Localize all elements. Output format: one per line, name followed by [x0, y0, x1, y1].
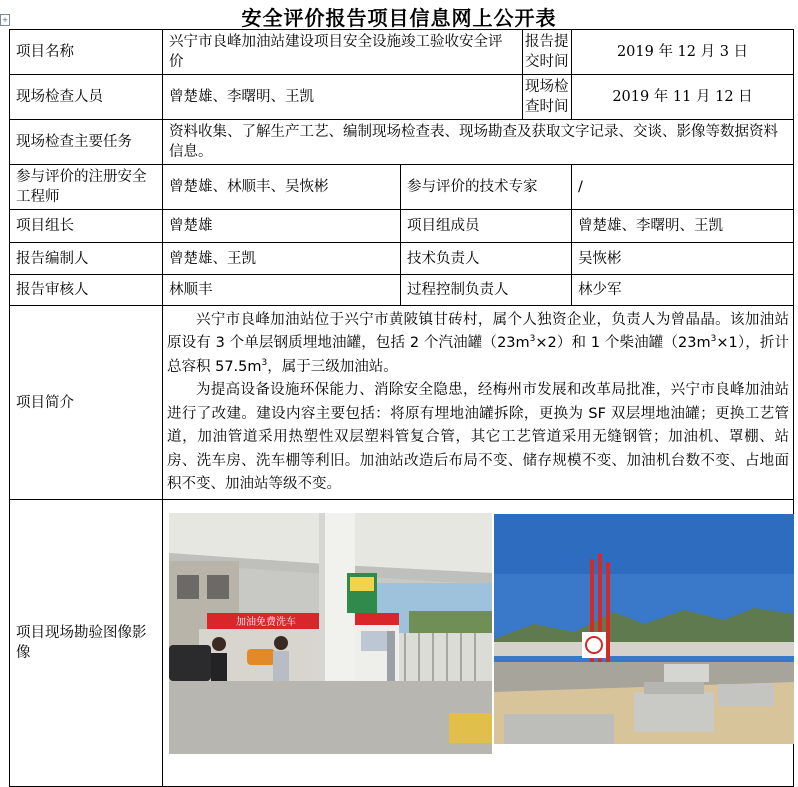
- table-anchor-icon: +: [0, 14, 10, 26]
- leader-value: 曾楚雄: [163, 210, 401, 243]
- reviewer-value: 林顺丰: [163, 275, 401, 306]
- page-title: 安全评价报告项目信息网上公开表: [241, 6, 557, 30]
- members-value: 曾楚雄、李曙明、王凯: [572, 210, 794, 243]
- submit-time-label: 报告提交时间: [523, 30, 572, 75]
- table-row: [10, 210, 794, 243]
- process-label: 过程控制负责人: [401, 275, 572, 306]
- tank-area-photo: [494, 514, 794, 744]
- tech-value: 吴恢彬: [572, 243, 794, 275]
- members-label: 项目组成员: [401, 210, 572, 243]
- process-value: 林少军: [572, 275, 794, 306]
- tasks-value: 资料收集、了解生产工艺、编制现场检查表、现场勘查及获取文字记录、交谈、影像等数据资料信息。: [163, 120, 794, 165]
- tasks-label: 现场检查主要任务: [10, 120, 163, 165]
- inspectors-value: 曾楚雄、李曙明、王凯: [163, 75, 523, 120]
- images-label: 项目现场勘验图像影像: [10, 500, 163, 787]
- tech-label: 技术负责人: [401, 243, 572, 275]
- table-row: [10, 30, 794, 75]
- table-row: [10, 165, 794, 210]
- table-row: [10, 120, 794, 165]
- expert-label: 参与评价的技术专家: [401, 165, 572, 210]
- intro-label: 项目简介: [10, 306, 163, 500]
- gas-station-photo: [169, 513, 492, 754]
- engineers-value: 曾楚雄、林顺丰、吴恢彬: [163, 165, 401, 210]
- compiler-label: 报告编制人: [10, 243, 163, 275]
- inspect-time-value: 2019 年 11 月 12 日: [572, 75, 794, 120]
- engineers-label: 参与评价的注册安全工程师: [10, 165, 163, 210]
- project-name-value: 兴宁市良峰加油站建设项目安全设施竣工验收安全评价: [163, 30, 523, 75]
- shop-sign: 加油免费洗车: [236, 617, 296, 628]
- intro-paragraph-2: 为提高设备设施环保能力、消除安全隐患，经梅州市发展和改革局批准，兴宁市良峰加油站进行了改建。建设内容主要包括：将原有埋地油罐拆除，更换为 SF 双层埋地油罐；更换工艺管道，加油管道采用热塑性双层塑料管复合管，其它工艺管道采用无缝钢管；加油机、罩棚、站房、洗车房、洗车棚等利旧。加油站改造后布局不变、储存规模不变、加油机台数不变、占地面积不变、加油站等级不变。: [167, 382, 789, 492]
- submit-time-value: 2019 年 12 月 3 日: [572, 30, 794, 75]
- intro-paragraph-1: 兴宁市良峰加油站位于兴宁市黄陂镇甘砖村，属个人独资企业，负责人为曾晶晶。该加油站原设有 3 个单层钢质埋地油罐，包括 2 个汽油罐$(23m^3\times 2)$和 1 个柴油罐$(23m^3\times 1)$，折计总容积 $57.5m^3$，属于三级加油站。: [167, 311, 789, 375]
- table-row: [10, 306, 794, 500]
- table-row: [10, 243, 794, 275]
- expert-value: /: [572, 165, 794, 210]
- table-row: [10, 275, 794, 306]
- project-name-label: 项目名称: [10, 30, 163, 75]
- reviewer-label: 报告审核人: [10, 275, 163, 306]
- inspect-time-label: 现场检查时间: [523, 75, 572, 120]
- images-cell: [163, 500, 794, 787]
- inspectors-label: 现场检查人员: [10, 75, 163, 120]
- table-row: [10, 500, 794, 787]
- leader-label: 项目组长: [10, 210, 163, 243]
- info-table: [9, 29, 794, 787]
- intro-value: [163, 306, 794, 500]
- compiler-value: 曾楚雄、王凯: [163, 243, 401, 275]
- table-row: [10, 75, 794, 120]
